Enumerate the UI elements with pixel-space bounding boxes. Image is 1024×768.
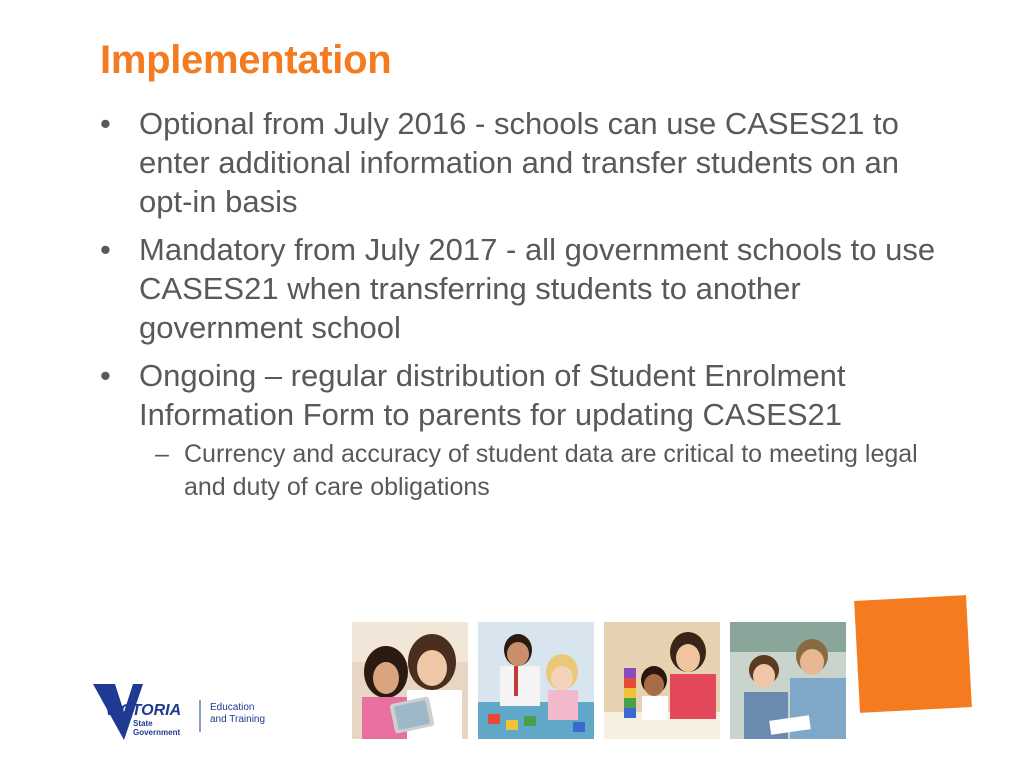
photo-child-block-tower <box>604 622 720 739</box>
bullet-text: Mandatory from July 2017 - all government schools to use CASES21 when transferring students to another government school <box>139 232 936 345</box>
logo-department-line2: and Training <box>210 714 266 725</box>
bullet-marker: • <box>100 106 111 141</box>
photo-children-playing-blocks <box>478 622 594 739</box>
bullet-list <box>100 104 960 513</box>
sub-bullet-text: Currency and accuracy of student data are critical to meeting legal and duty of care obligations <box>184 440 918 501</box>
bullet-text: Ongoing – regular distribution of Student Enrolment Information Form to parents for updating CASES21 <box>139 358 846 432</box>
bullet-item <box>100 356 960 504</box>
sub-bullet-item <box>139 438 960 504</box>
logo-subtitle-line2: Government <box>133 728 181 737</box>
bullet-text: Optional from July 2016 - schools can use CASES21 to enter additional information and transfer students on an opt-in basis <box>139 106 899 219</box>
bullet-marker: • <box>100 358 111 393</box>
logo-state-name: VICTORIA <box>105 702 182 719</box>
victoria-state-government-logo <box>93 682 283 744</box>
slide-title: Implementation <box>100 38 392 82</box>
photo-girl-with-teacher-tablet <box>352 622 468 739</box>
photo-teacher-with-boy <box>730 622 846 739</box>
bullet-item <box>100 104 960 221</box>
orange-accent-square <box>854 595 972 713</box>
logo-subtitle-line1: State <box>133 719 153 728</box>
logo-department-line1: Education <box>210 702 255 713</box>
sub-bullet-marker: – <box>155 440 169 468</box>
bullet-marker: • <box>100 232 111 267</box>
bullet-item <box>100 230 960 347</box>
sub-bullet-list <box>139 438 960 504</box>
